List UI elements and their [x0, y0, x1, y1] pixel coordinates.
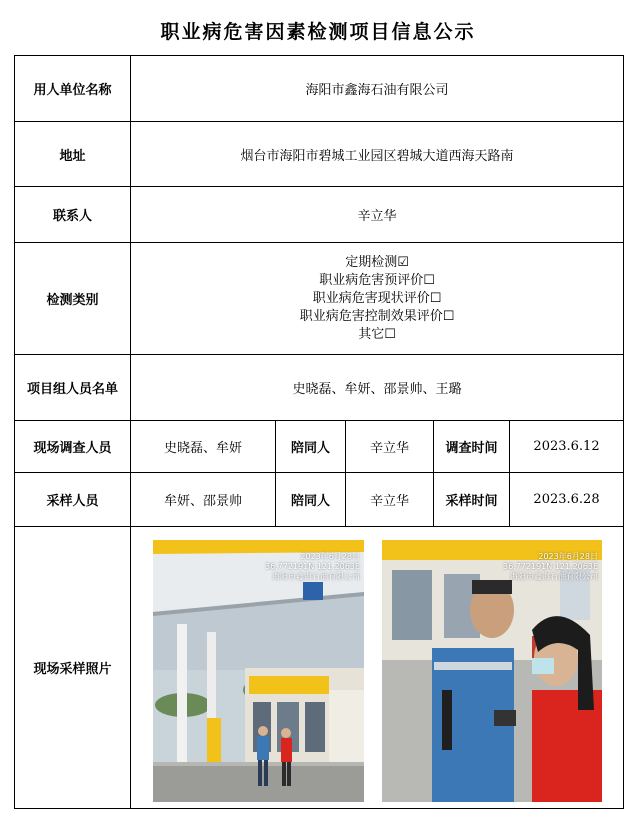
photo-2-watermark-place: 海阳市鑫海石油有限公司: [510, 571, 598, 581]
survey-time-value: 2023.6.12: [510, 421, 624, 473]
row-address: [15, 122, 624, 187]
survey-accompany-value: 辛立华: [346, 421, 434, 473]
detection-type-options: [131, 243, 624, 355]
sampling-value: 牟妍、邵景帅: [131, 473, 276, 527]
survey-time-label: 调查时间: [434, 421, 510, 473]
photo-2-watermark-date: 2023年6月28日: [538, 551, 598, 561]
survey-label: 现场调查人员: [15, 421, 131, 473]
gas-station-photo: [153, 540, 364, 802]
photos-label: 现场采样照片: [15, 527, 131, 809]
address-label: 地址: [15, 122, 131, 187]
contact-label: 联系人: [15, 187, 131, 243]
photo-2-watermark: [503, 552, 598, 582]
team-value: 史晓磊、牟妍、邵景帅、王璐: [131, 355, 624, 421]
photo-2-watermark-coords: 36.772191N 121.2063E: [502, 561, 598, 571]
option-status-assessment: 职业病危害现状评价☐: [312, 290, 442, 306]
row-detection-type: [15, 243, 624, 355]
sampling-time-value: 2023.6.28: [510, 473, 624, 527]
option-periodic: 定期检测☑: [345, 254, 409, 270]
employer-value: 海阳市鑫海石油有限公司: [131, 56, 624, 122]
survey-accompany-label: 陪同人: [276, 421, 346, 473]
row-employer: [15, 56, 624, 122]
row-contact: [15, 187, 624, 243]
photo-1-watermark-date: 2023年6月28日: [300, 551, 360, 561]
team-label: 项目组人员名单: [15, 355, 131, 421]
photos-container: [131, 529, 623, 807]
row-team: [15, 355, 624, 421]
sampling-accompany-label: 陪同人: [276, 473, 346, 527]
contact-value: 辛立华: [131, 187, 624, 243]
detection-type-label: 检测类别: [15, 243, 131, 355]
sampling-label: 采样人员: [15, 473, 131, 527]
photos-cell: [131, 527, 624, 809]
sampling-photo: [382, 540, 602, 802]
option-control-effect-assessment: 职业病危害控制效果评价☐: [299, 308, 455, 324]
info-table: [14, 55, 624, 809]
option-other: 其它☐: [358, 326, 396, 342]
row-photos: [15, 527, 624, 809]
row-survey: [15, 421, 624, 473]
page-title: 职业病危害因素检测项目信息公示: [160, 21, 476, 43]
sampling-time-label: 采样时间: [434, 473, 510, 527]
photo-1-watermark-place: 海阳市鑫海石油有限公司: [272, 571, 360, 581]
photo-1-watermark-coords: 36.772191N 121.2063E: [264, 561, 360, 571]
sampling-accompany-value: 辛立华: [346, 473, 434, 527]
survey-value: 史晓磊、牟妍: [131, 421, 276, 473]
photo-1-watermark: [265, 552, 360, 582]
employer-label: 用人单位名称: [15, 56, 131, 122]
option-pre-assessment: 职业病危害预评价☐: [319, 272, 435, 288]
address-value: 烟台市海阳市碧城工业园区碧城大道西海天路南: [131, 122, 624, 187]
row-sampling: [15, 473, 624, 527]
